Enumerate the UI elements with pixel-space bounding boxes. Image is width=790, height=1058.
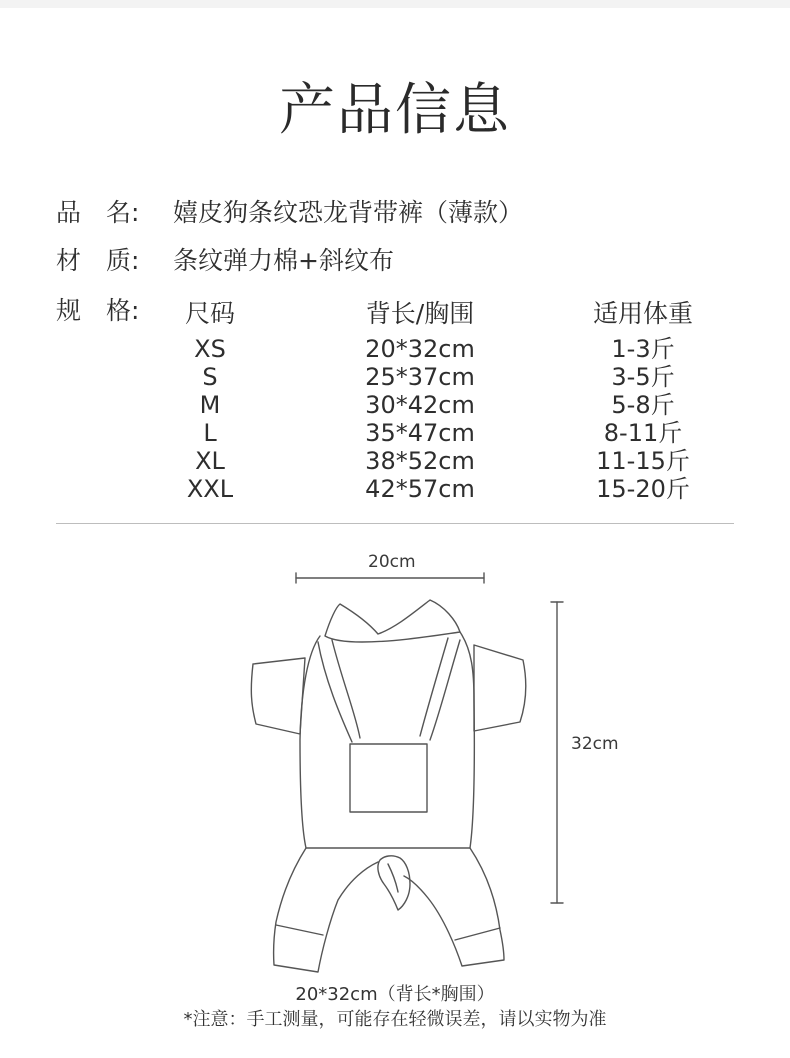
- material-label: 材 质:: [56, 246, 140, 275]
- left-strap-outline: [318, 640, 360, 742]
- product-name-value: 嬉皮狗条纹恐龙背带裤（薄款）: [173, 198, 524, 227]
- table-cell-size: M: [199, 391, 221, 419]
- table-cell-weight: 8-11斤: [603, 419, 683, 447]
- table-cell-size: XL: [195, 447, 225, 475]
- measurement-note: *注意：手工测量，可能存在轻微误差，请以实物为准: [183, 1009, 607, 1030]
- table-cell-weight: 11-15斤: [596, 447, 690, 475]
- table-cell-weight: 15-20斤: [596, 475, 690, 503]
- table-cell-size: L: [203, 419, 217, 447]
- product-name-label: 品 名:: [56, 198, 140, 227]
- table-cell-dimension: 20*32cm: [365, 335, 475, 363]
- right-leg-outline: [404, 848, 504, 966]
- left-sleeve-outline: [251, 658, 305, 734]
- page-title: 产品信息: [279, 78, 511, 143]
- table-cell-dimension: 35*47cm: [365, 419, 475, 447]
- width-dimension-label: 20cm: [368, 552, 416, 572]
- right-cuff-line: [455, 928, 500, 940]
- spec-label: 规 格:: [56, 296, 140, 325]
- length-chest-header: 背长/胸围: [365, 299, 475, 328]
- table-cell-dimension: 25*37cm: [365, 363, 475, 391]
- weight-header: 适用体重: [592, 299, 693, 328]
- table-cell-dimension: 38*52cm: [365, 447, 475, 475]
- width-dimension-line: [296, 573, 484, 583]
- hood-outline: [325, 600, 460, 642]
- table-cell-dimension: 30*42cm: [365, 391, 475, 419]
- table-cell-dimension: 42*57cm: [365, 475, 475, 503]
- table-cell-weight: 5-8斤: [611, 391, 675, 419]
- right-sleeve-outline: [474, 645, 526, 731]
- table-cell-size: XS: [194, 335, 226, 363]
- left-leg-outline: [274, 848, 378, 972]
- size-header: 尺码: [184, 299, 235, 328]
- tail-outline: [378, 856, 410, 910]
- left-cuff-line: [276, 925, 323, 935]
- length-dimension-label: 32cm: [571, 734, 619, 754]
- table-cell-weight: 3-5斤: [611, 363, 675, 391]
- pocket-outline: [350, 744, 427, 812]
- material-value: 条纹弹力棉+斜纹布: [173, 246, 394, 275]
- length-dimension-line: [551, 602, 563, 903]
- diagram-caption: 20*32cm（背长*胸围）: [295, 984, 495, 1005]
- table-cell-size: XXL: [186, 475, 234, 503]
- right-strap-outline: [420, 638, 460, 740]
- table-cell-size: S: [202, 363, 218, 391]
- table-cell-weight: 1-3斤: [611, 335, 675, 363]
- body-outline: [300, 632, 474, 848]
